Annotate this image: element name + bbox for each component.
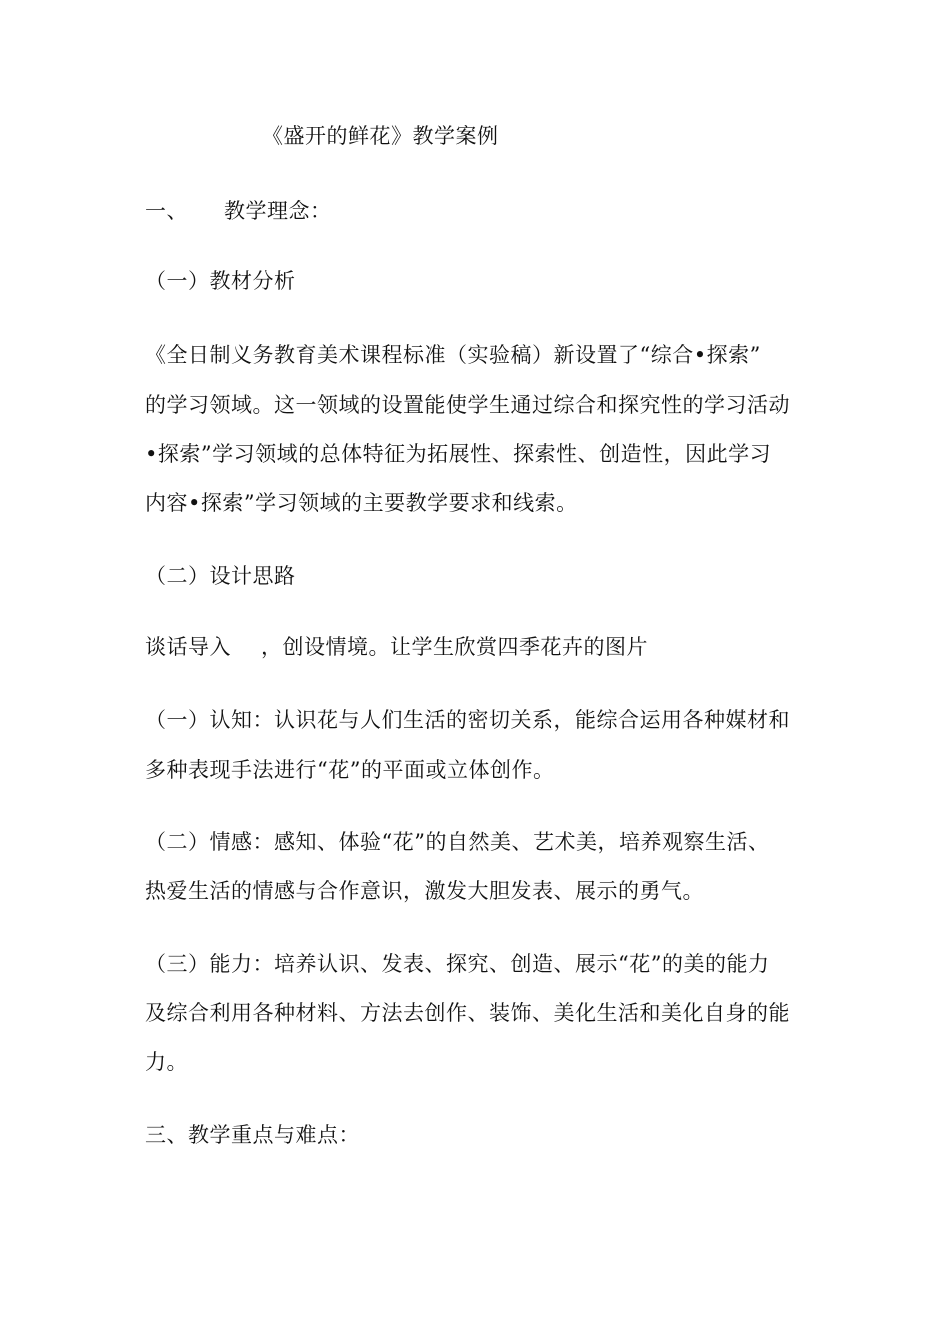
- subheading-design-idea: （二）设计思路: [145, 564, 296, 588]
- goal-cognition-line: 多种表现手法进行“花”的平面或立体创作。: [145, 758, 555, 782]
- goal-ability-line: 力。: [145, 1050, 188, 1074]
- goal-ability-line: （三）能力：培养认识、发表、探究、创造、展示“花”的美的能力: [145, 952, 770, 976]
- document-title: 《盛开的鲜花》教学案例: [262, 124, 499, 148]
- intro-part-1: 谈话导入: [145, 635, 231, 659]
- section-number: 一、: [145, 199, 188, 223]
- section-title: 教学理念：: [224, 199, 332, 223]
- paragraph-line: •探索”学习领域的总体特征为拓展性、探索性、创造性，因此学习: [145, 442, 772, 466]
- intro-part-2: ，创设情境。让学生欣赏四季花卉的图片: [261, 635, 648, 659]
- goal-ability-line: 及综合利用各种材料、方法去创作、装饰、美化生活和美化自身的能: [145, 1001, 790, 1025]
- intro-line: [145, 634, 648, 660]
- paragraph-line: 内容•探索”学习领域的主要教学要求和线索。: [145, 491, 578, 515]
- section-heading-3: 三、教学重点与难点：: [145, 1123, 360, 1147]
- goal-cognition-line: （一）认知：认识花与人们生活的密切关系，能综合运用各种媒材和: [145, 708, 790, 732]
- subheading-materials-analysis: （一）教材分析: [145, 269, 296, 293]
- goal-emotion-line: （二）情感：感知、体验“花”的自然美、艺术美，培养观察生活、: [145, 830, 770, 854]
- paragraph-line: 《全日制义务教育美术课程标准（实验稿）新设置了“综合•探索”: [145, 343, 761, 367]
- paragraph-line: 的学习领域。这一领域的设置能使学生通过综合和探究性的学习活动: [145, 393, 790, 417]
- goal-emotion-line: 热爱生活的情感与合作意识，激发大胆发表、展示的勇气。: [145, 879, 704, 903]
- section-heading-1: [145, 198, 332, 224]
